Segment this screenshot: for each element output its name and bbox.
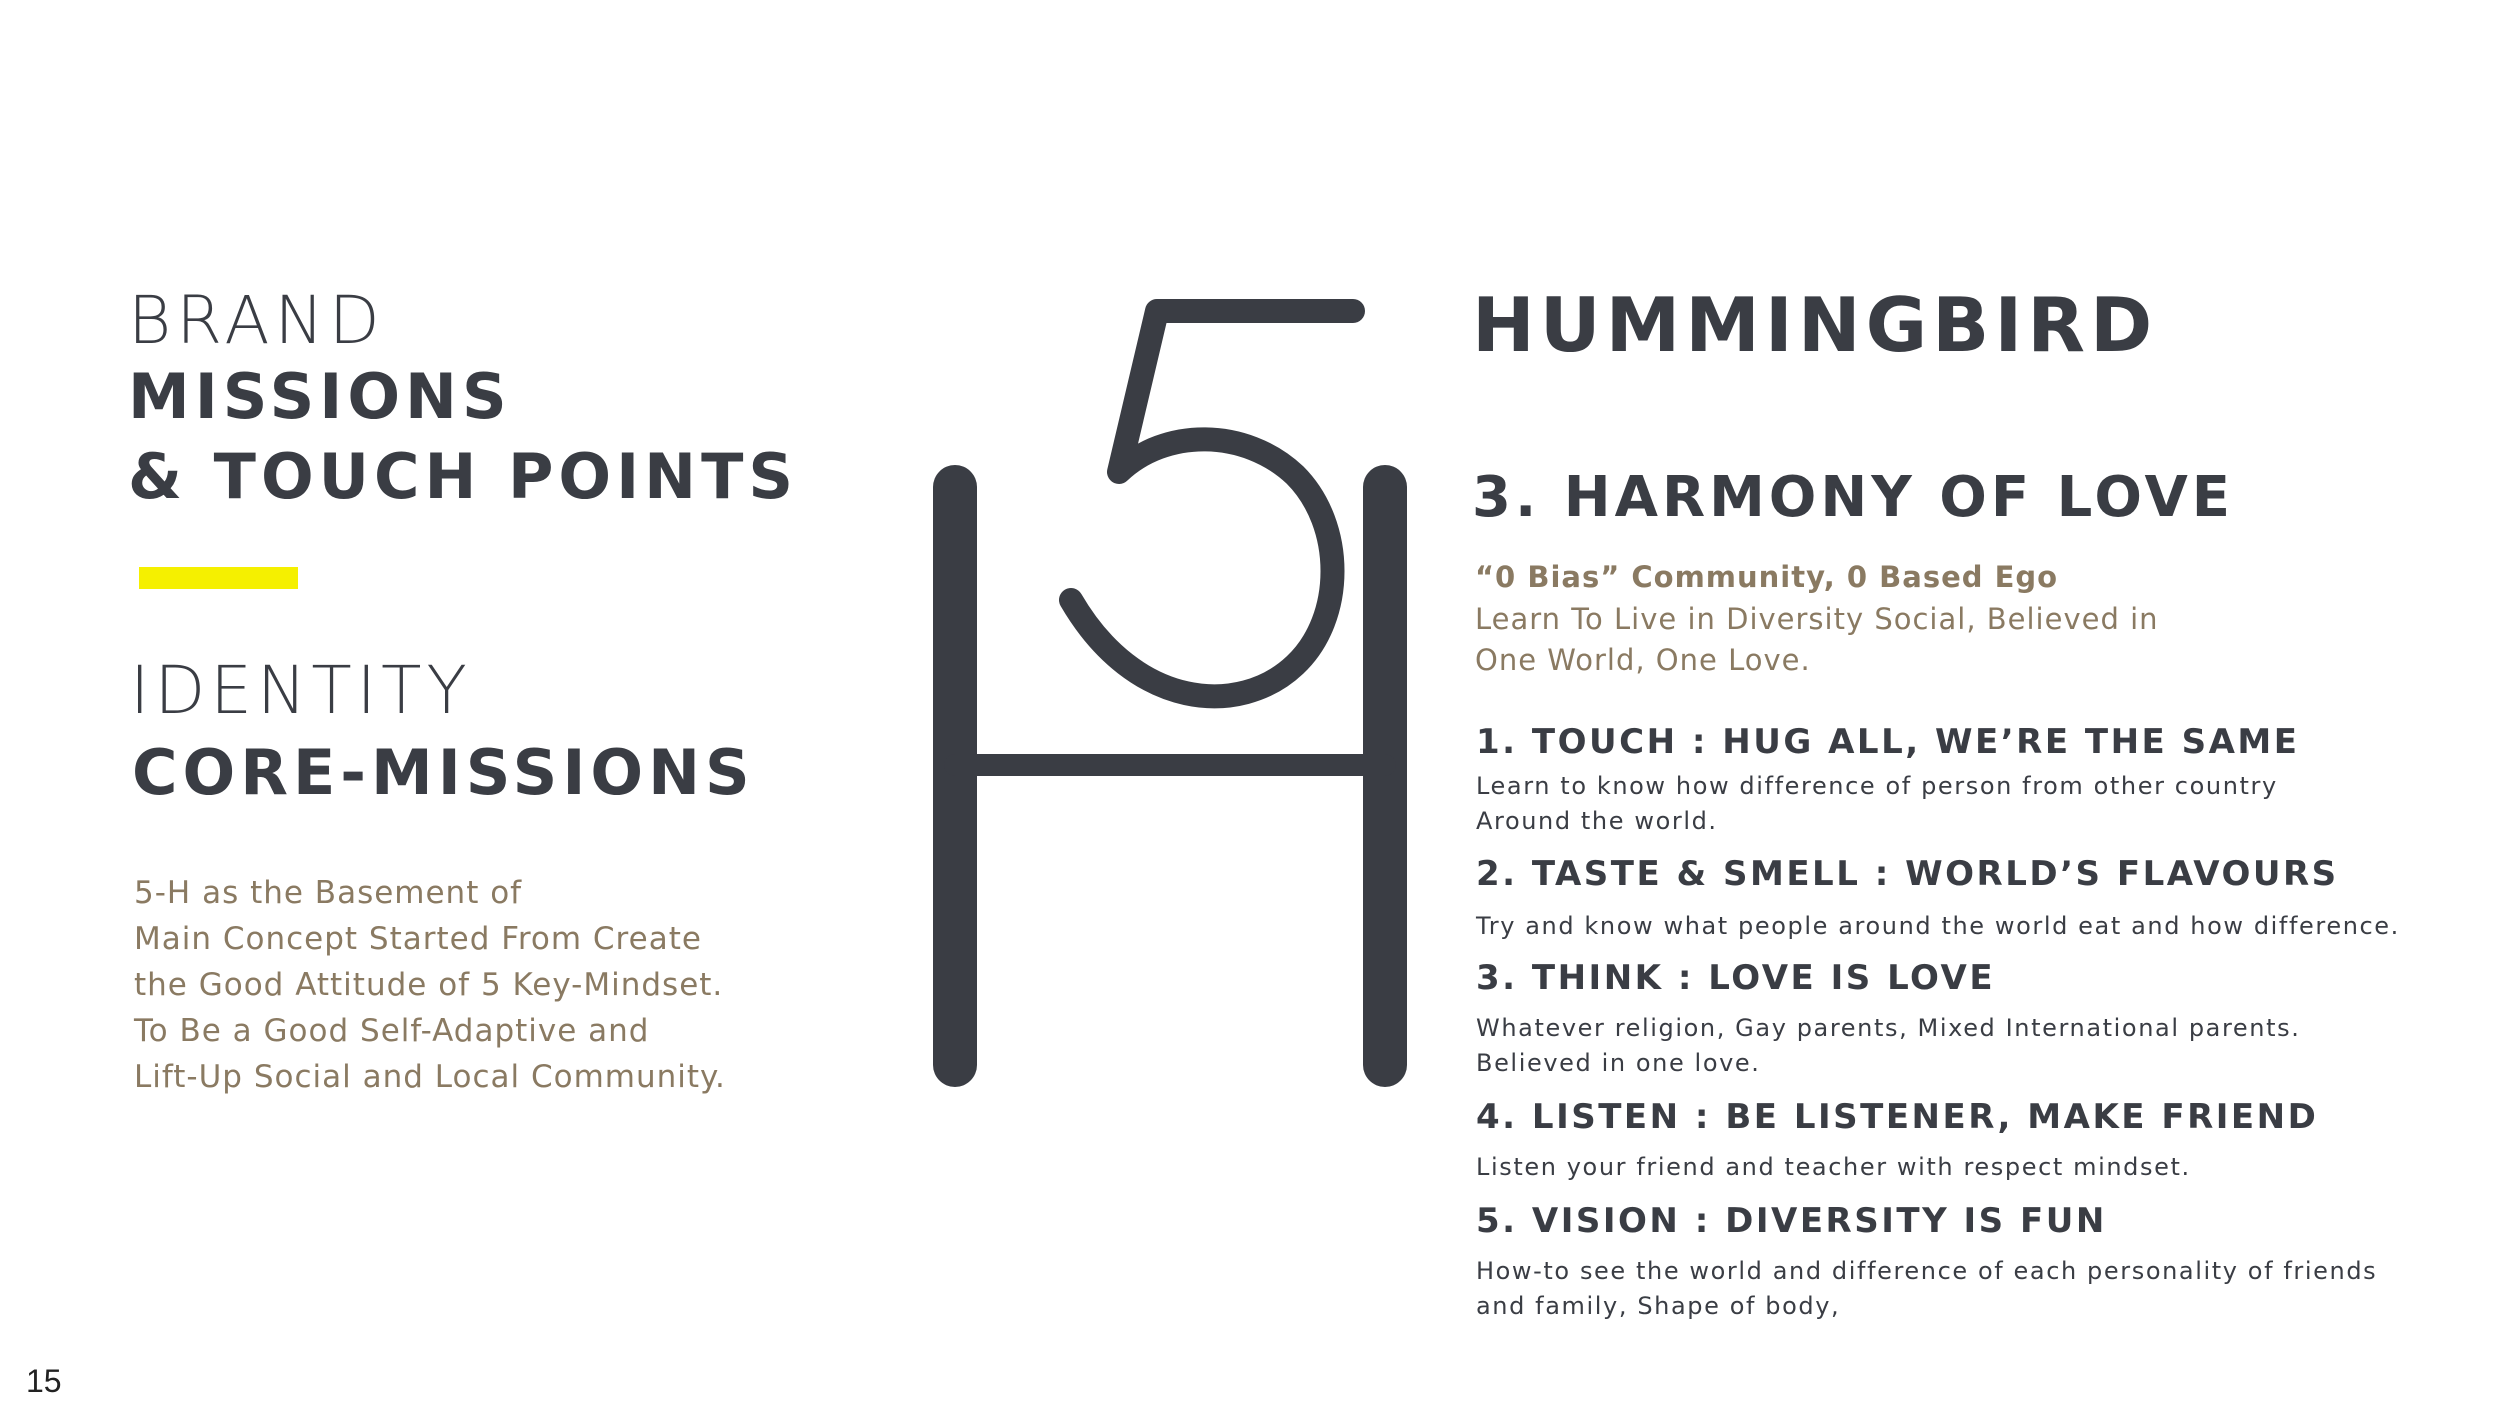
core-missions-heading: CORE-MISSIONS [132, 736, 755, 809]
brand-heading: BRAND [128, 282, 385, 359]
accent-bar [139, 567, 298, 589]
list-item [1476, 722, 2300, 839]
concept-line: Lift-Up Social and Local Community. [134, 1059, 726, 1095]
brand-title: HUMMINGBIRD [1472, 281, 2158, 369]
item-desc: Try and know what people around the world eat and how difference. [1476, 912, 2400, 940]
concept-line: Main Concept Started From Create [134, 921, 702, 957]
touch-points-heading: & TOUCH POINTS [128, 440, 799, 513]
list-item [1476, 854, 2400, 944]
list-item [1476, 1201, 2378, 1324]
list-item [1476, 1097, 2319, 1185]
list-item [1476, 958, 2301, 1081]
item-title: 2. TASTE & SMELL : WORLD’S FLAVOURS [1476, 854, 2339, 894]
item-desc: Listen your friend and teacher with respect mindset. [1476, 1153, 2191, 1181]
item-title: 5. VISION : DIVERSITY IS FUN [1476, 1201, 2107, 1241]
item-desc: and family, Shape of body, [1476, 1292, 1841, 1320]
intro-line: Learn To Live in Diversity Social, Believed in [1475, 602, 2159, 636]
5h-logo-icon [900, 280, 1440, 1100]
intro-paragraph [1475, 599, 2159, 681]
concept-line: 5-H as the Basement of [134, 875, 523, 911]
item-desc: How-to see the world and difference of each personality of friends [1476, 1257, 2378, 1285]
intro-line: One World, One Love. [1475, 643, 1811, 677]
identity-heading: IDENTITY [130, 652, 472, 729]
concept-paragraph [134, 870, 726, 1100]
item-desc: Learn to know how difference of person from other country [1476, 772, 2278, 800]
concept-line: the Good Attitude of 5 Key-Mindset. [134, 967, 724, 1003]
item-desc: Around the world. [1476, 807, 1718, 835]
section-subtitle: 3. HARMONY OF LOVE [1472, 465, 2235, 530]
item-title: 4. LISTEN : BE LISTENER, MAKE FRIEND [1476, 1097, 2319, 1137]
item-title: 1. TOUCH : HUG ALL, WE’RE THE SAME [1476, 722, 2300, 762]
item-title: 3. THINK : LOVE IS LOVE [1476, 958, 1996, 998]
page-number: 15 [26, 1363, 62, 1399]
concept-line: To Be a Good Self-Adaptive and [134, 1013, 650, 1049]
item-desc: Believed in one love. [1476, 1049, 1761, 1077]
missions-heading: MISSIONS [128, 360, 512, 433]
item-desc: Whatever religion, Gay parents, Mixed International parents. [1476, 1014, 2301, 1042]
tagline: “0 Bias” Community, 0 Based Ego [1475, 560, 2059, 594]
